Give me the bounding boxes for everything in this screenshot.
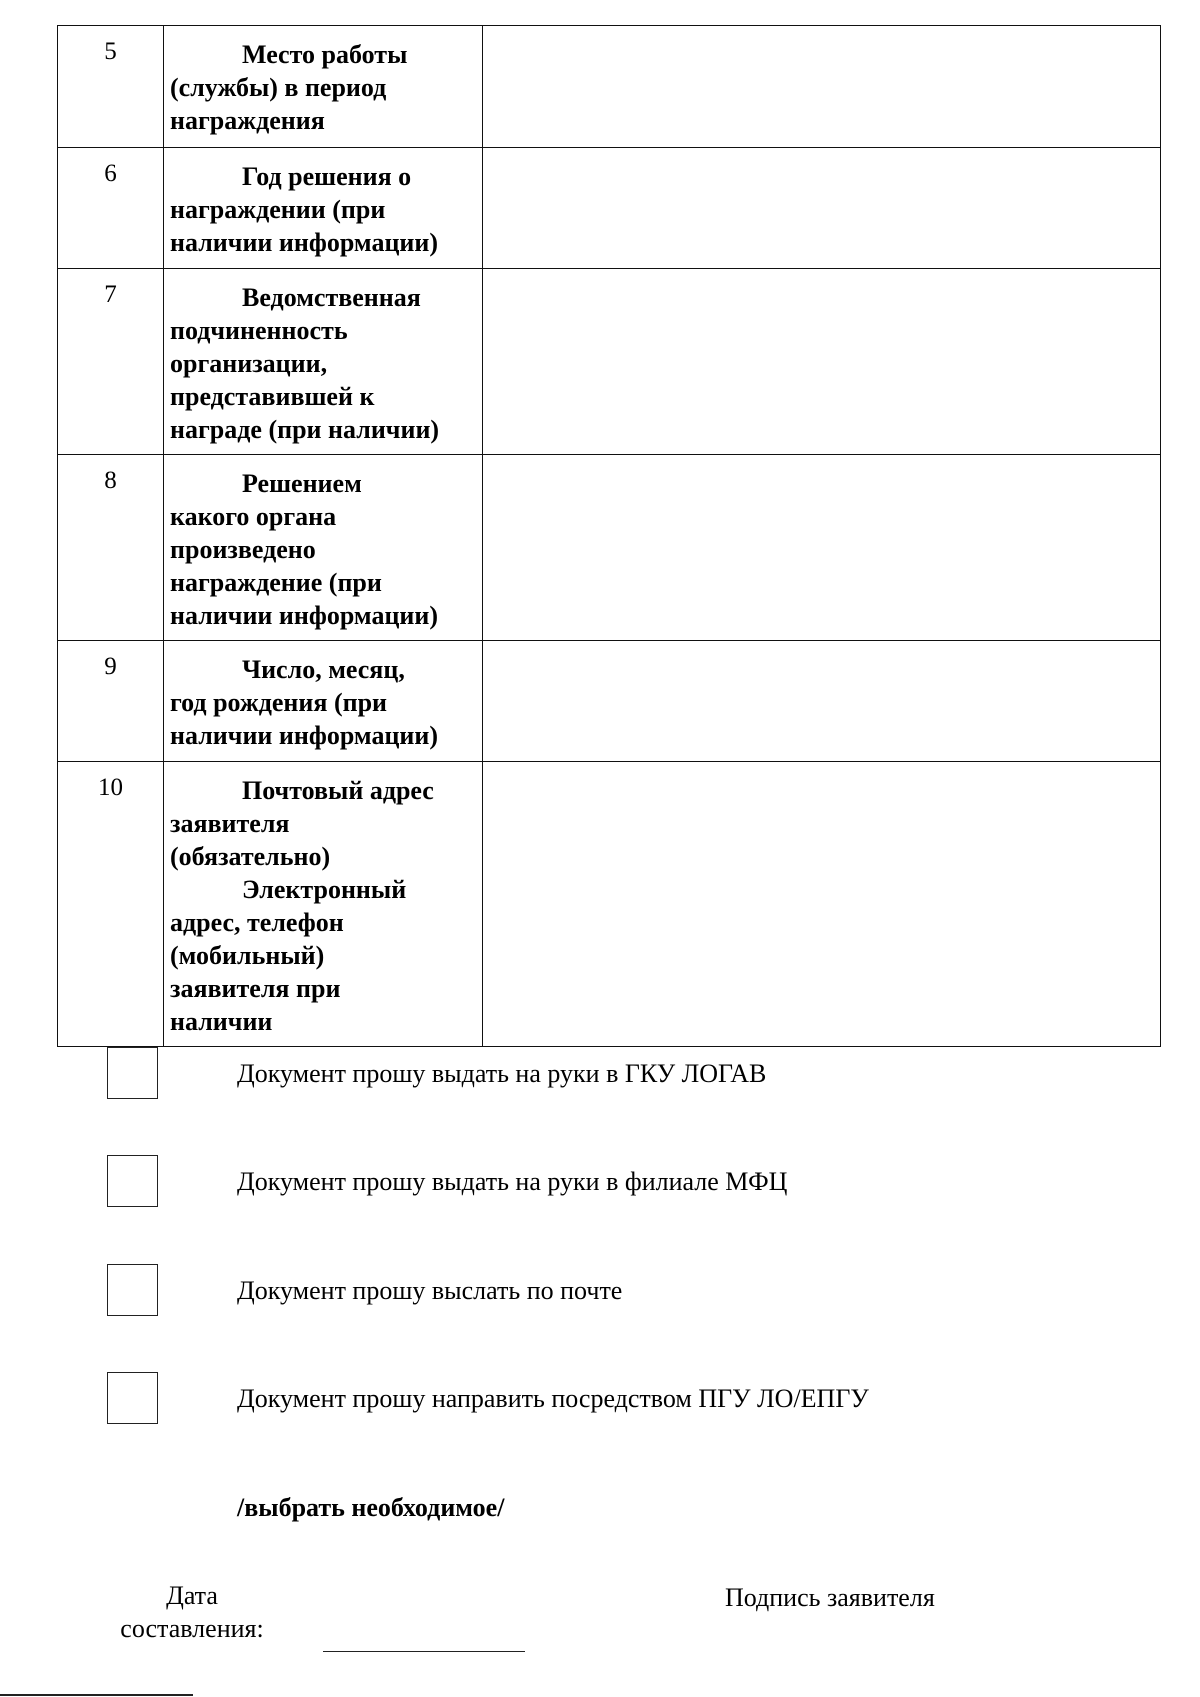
label-line: (мобильный) [170, 941, 325, 970]
label-line: наличии информации) [170, 601, 439, 630]
row-number: 8 [58, 455, 164, 641]
option-label: Документ прошу выслать по почте [237, 1276, 623, 1305]
label-line: наличии [170, 1007, 273, 1036]
label-line: награждении (при [170, 195, 386, 224]
delivery-option-mail[interactable] [107, 1264, 1107, 1318]
label-line: Решением [242, 469, 362, 498]
field-value-workplace[interactable] [483, 26, 1161, 148]
delivery-option-portal[interactable] [107, 1372, 1107, 1426]
delivery-option-mfc[interactable] [107, 1155, 1107, 1209]
field-label-birth-date [164, 641, 483, 762]
date-label-line: Дата [166, 1581, 218, 1610]
label-line: (обязательно) [170, 842, 331, 871]
table-row [58, 26, 1161, 148]
row-number: 6 [58, 148, 164, 269]
label-line: наличии информации) [170, 228, 439, 257]
label-line: подчиненность [170, 316, 348, 345]
field-label-contacts [164, 762, 483, 1047]
label-line: Ведомственная [242, 283, 421, 312]
field-label-departmental-subordination [164, 269, 483, 455]
option-label: Документ прошу выдать на руки в ГКУ ЛОГАВ [237, 1059, 767, 1088]
table-row [58, 762, 1161, 1047]
label-line: заявителя [170, 809, 290, 838]
label-line: Число, месяц, [242, 655, 405, 684]
label-line: Почтовый адрес [242, 776, 434, 805]
request-form-table [57, 25, 1161, 1047]
label-line: организации, [170, 349, 328, 378]
delivery-option-logav[interactable] [107, 1047, 1107, 1101]
date-field-line[interactable] [323, 1651, 525, 1652]
row-number: 9 [58, 641, 164, 762]
label-line: адрес, телефон [170, 908, 344, 937]
row-number: 7 [58, 269, 164, 455]
label-line: заявителя при [170, 974, 341, 1003]
table-row [58, 641, 1161, 762]
row-number: 5 [58, 26, 164, 148]
label-line: награде (при наличии) [170, 415, 440, 444]
label-line: год рождения (при [170, 688, 388, 717]
field-value-awarding-body[interactable] [483, 455, 1161, 641]
table-row [58, 148, 1161, 269]
label-line: произведено [170, 535, 316, 564]
option-label: Документ прошу выдать на руки в филиале МФЦ [237, 1167, 788, 1196]
label-line: Год решения о [242, 162, 412, 191]
label-line: Электронный [242, 875, 407, 904]
selection-note: /выбрать необходимое/ [237, 1493, 505, 1522]
footnote-divider [0, 1694, 193, 1696]
field-value-contacts[interactable] [483, 762, 1161, 1047]
label-line: награждения [170, 106, 325, 135]
field-value-award-year[interactable] [483, 148, 1161, 269]
field-label-workplace [164, 26, 483, 148]
field-value-birth-date[interactable] [483, 641, 1161, 762]
table-row [58, 455, 1161, 641]
date-label [112, 1579, 272, 1645]
table-row [58, 269, 1161, 455]
label-line: наличии информации) [170, 721, 439, 750]
option-checkbox[interactable] [107, 1047, 158, 1099]
label-line: какого органа [170, 502, 337, 531]
date-label-line: составления: [120, 1614, 264, 1643]
label-line: Место работы [242, 40, 408, 69]
field-value-departmental-subordination[interactable] [483, 269, 1161, 455]
field-label-award-year [164, 148, 483, 269]
option-checkbox[interactable] [107, 1155, 158, 1207]
label-line: награждение (при [170, 568, 382, 597]
option-label: Документ прошу направить посредством ПГУ ЛО/ЕПГУ [237, 1384, 869, 1413]
label-line: представившей к [170, 382, 375, 411]
signature-label: Подпись заявителя [725, 1583, 935, 1612]
label-line: (службы) в период [170, 73, 387, 102]
row-number: 10 [58, 762, 164, 1047]
option-checkbox[interactable] [107, 1372, 158, 1424]
field-label-awarding-body [164, 455, 483, 641]
option-checkbox[interactable] [107, 1264, 158, 1316]
